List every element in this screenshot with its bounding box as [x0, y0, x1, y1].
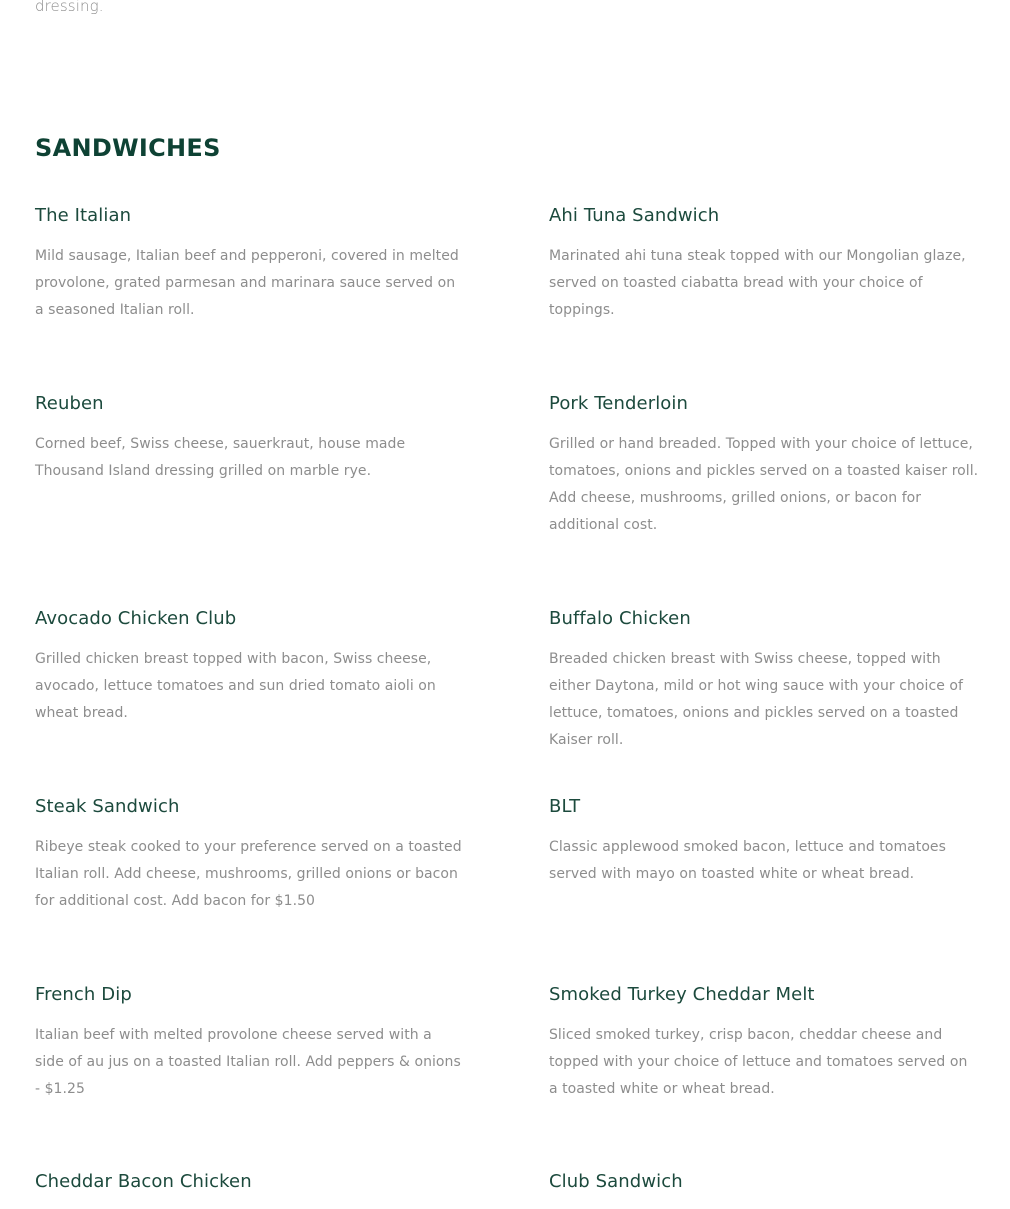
menu-item	[549, 607, 979, 754]
menu-item-description: Classic applewood smoked bacon, lettuce and tomatoes served with mayo on toasted white or wheat bread.	[549, 839, 946, 882]
menu-item-description: Grilled or hand breaded. Topped with your choice of lettuce, tomatoes, onions and pickles served on a toasted kaiser roll. Add cheese, mushrooms, grilled onions, or bacon for additional cost.	[549, 436, 979, 533]
menu-item-description: Italian beef with melted provolone cheese served with a side of au jus on a toasted Italian roll. Add peppers & onions - $1.25	[35, 1027, 461, 1097]
menu-item-description: Ribeye steak cooked to your preference served on a toasted Italian roll. Add cheese, mushrooms, grilled onions or bacon for additional cost. Add bacon for $1.50	[35, 839, 462, 909]
menu-item	[549, 392, 979, 539]
menu-item	[35, 607, 463, 727]
menu-item-description: Corned beef, Swiss cheese, sauerkraut, house made Thousand Island dressing grilled on marble rye.	[35, 436, 406, 479]
section-title: SANDWICHES	[35, 134, 221, 162]
menu-item-name: Pork Tenderloin	[549, 393, 689, 414]
menu-item-name: Club Sandwich	[549, 1171, 683, 1192]
menu-item-description: Breaded chicken breast with Swiss cheese, topped with either Daytona, mild or hot wing sauce with your choice of lettuce, tomatoes, onions and pickles served on a toasted Kaiser roll.	[549, 651, 963, 748]
menu-item	[35, 795, 463, 915]
menu-item-name: Cheddar Bacon Chicken	[35, 1171, 252, 1192]
menu-item-name: Steak Sandwich	[35, 796, 180, 817]
menu-item	[549, 983, 979, 1103]
menu-item-name: French Dip	[35, 984, 132, 1005]
menu-item	[549, 795, 979, 888]
menu-item-description: Mild sausage, Italian beef and pepperoni, covered in melted provolone, grated parmesan and marinara sauce served on a seasoned Italian roll.	[35, 248, 459, 318]
menu-item-name: Ahi Tuna Sandwich	[549, 205, 720, 226]
menu-item-name: Smoked Turkey Cheddar Melt	[549, 984, 815, 1005]
menu-item-name: Buffalo Chicken	[549, 608, 691, 629]
menu-item-name: Reuben	[35, 393, 104, 414]
menu-item	[35, 392, 463, 485]
menu-item	[549, 204, 979, 324]
menu-item-description: Grilled chicken breast topped with bacon, Swiss cheese, avocado, lettuce tomatoes and sun dried tomato aioli on wheat bread.	[35, 651, 436, 721]
menu-item	[35, 1170, 463, 1209]
menu-item-name: Avocado Chicken Club	[35, 608, 237, 629]
menu-item	[549, 1170, 979, 1209]
menu-item-description: Sliced smoked turkey, crisp bacon, cheddar cheese and topped with your choice of lettuce and tomatoes served on a toasted white or wheat bread.	[549, 1027, 968, 1097]
menu-item-name: The Italian	[35, 205, 132, 226]
previous-item-description-tail: dressing.	[35, 0, 104, 15]
menu-item-name: BLT	[549, 796, 581, 817]
menu-item-description: Marinated ahi tuna steak topped with our Mongolian glaze, served on toasted ciabatta bread with your choice of toppings.	[549, 248, 966, 318]
menu-item	[35, 983, 463, 1103]
menu-item	[35, 204, 463, 324]
